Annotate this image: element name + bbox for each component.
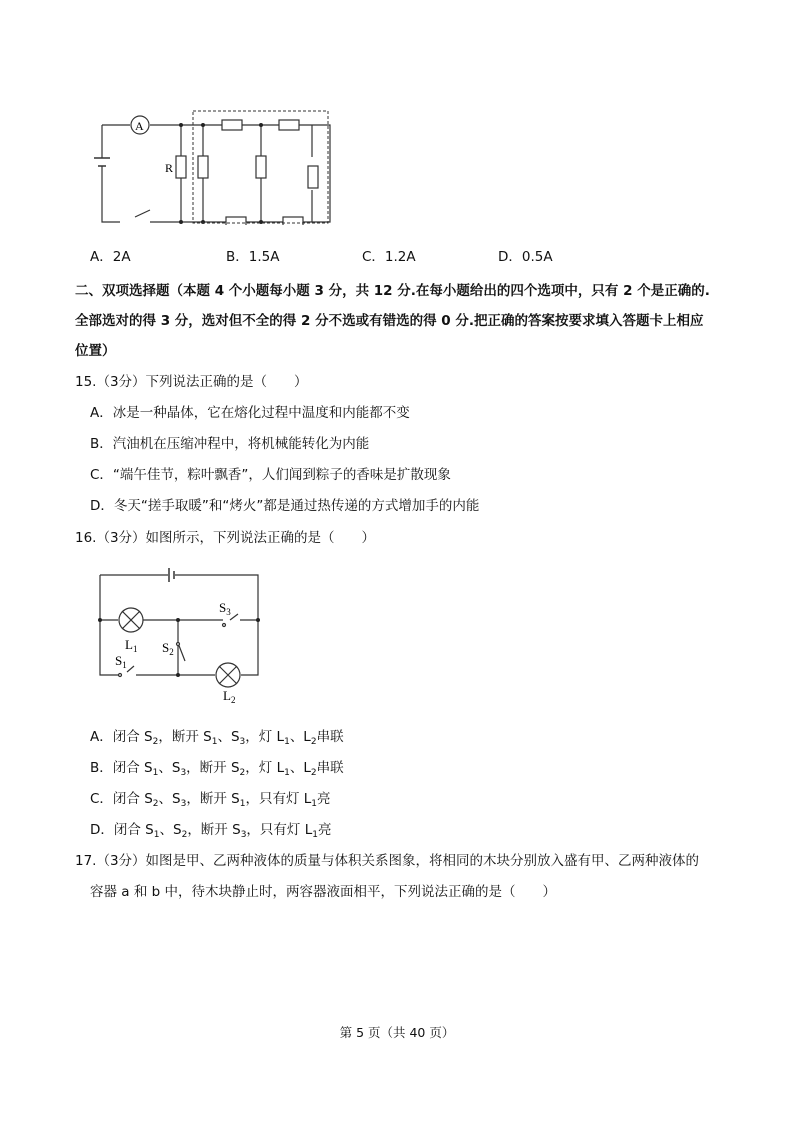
subscript: 1 bbox=[211, 737, 218, 747]
l1-label: L bbox=[125, 637, 133, 652]
option-text: 、L bbox=[289, 760, 311, 776]
option-text: 亮 bbox=[317, 791, 331, 807]
page-footer: 第 5 页（共 40 页） bbox=[339, 1025, 455, 1040]
svg-text:S3: $S_3$ bbox=[219, 600, 231, 617]
subscript: 1 bbox=[312, 830, 318, 840]
q16-option-a bbox=[90, 728, 344, 751]
option-text: 、S bbox=[158, 760, 181, 776]
option-text: 亮 bbox=[317, 822, 332, 838]
l2-label: L bbox=[223, 688, 231, 703]
subscript: 2 bbox=[310, 737, 317, 747]
q15-option-b: B．汽油机在压缩冲程中，将机械能转化为内能 bbox=[90, 436, 370, 452]
option-text: 串联 bbox=[316, 760, 344, 776]
svg-text:L2: $L_2$ bbox=[223, 688, 236, 705]
resistor-label: R bbox=[165, 161, 174, 175]
q16-option-c bbox=[90, 790, 331, 813]
subscript: 1 bbox=[284, 737, 290, 747]
option-text: ，断开 S bbox=[186, 760, 240, 776]
q15-stem: 15.（3分）下列说法正确的是（ ） bbox=[75, 374, 308, 390]
q15-option-a: A．冰是一种晶体，它在熔化过程中温度和内能都不变 bbox=[90, 405, 410, 421]
subscript: 1 bbox=[152, 768, 159, 778]
option-text: ，只有灯 L bbox=[246, 822, 313, 838]
q16-option-b bbox=[90, 759, 344, 782]
q14-option-a: A．2A bbox=[90, 249, 131, 265]
option-text: D．闭合 S bbox=[90, 822, 154, 838]
q14-option-c: C．1.2A bbox=[362, 249, 416, 265]
subscript: 1 bbox=[153, 830, 160, 840]
q17-stem-line2: 容器 a 和 b 中，待木块静止时，两容器液面相平，下列说法正确的是（ ） bbox=[90, 884, 557, 900]
option-text: C．闭合 S bbox=[90, 791, 153, 807]
section2-heading-line3: 位置） bbox=[75, 343, 116, 359]
option-text: 、S bbox=[217, 729, 240, 745]
option-text: B．闭合 S bbox=[90, 760, 153, 776]
option-text: ，断开 S bbox=[187, 822, 241, 838]
q15-option-c: C．“端午佳节，粽叶飘香”，人们闻到粽子的香味是扩散现象 bbox=[90, 467, 451, 483]
option-text: ，只有灯 L bbox=[245, 791, 312, 807]
q15-option-d: D．冬天“搓手取暖”和“烤火”都是通过热传递的方式增加手的内能 bbox=[90, 498, 480, 514]
q16-stem: 16.（3分）如图所示，下列说法正确的是（ ） bbox=[75, 530, 376, 546]
svg-text:L1: $L_1$ bbox=[125, 637, 138, 654]
subscript: 3 bbox=[240, 830, 247, 840]
subscript: 3 bbox=[239, 737, 246, 747]
svg-text:S2: $S_2$ bbox=[162, 640, 174, 657]
subscript: 2 bbox=[239, 768, 246, 778]
option-text: ，灯 L bbox=[245, 760, 285, 776]
section2-heading-line2: 全部选对的得 3 分，选对但不全的得 2 分不选或有错选的得 0 分.把正确的答案按要求填入答题卡上相应 bbox=[75, 313, 704, 329]
subscript: 2 bbox=[152, 737, 159, 747]
subscript: 2 bbox=[310, 768, 317, 778]
resistor-r bbox=[176, 156, 186, 178]
option-text: 、S bbox=[159, 822, 182, 838]
subscript: 3 bbox=[180, 768, 187, 778]
lamp-l1 bbox=[119, 608, 143, 632]
s1-label: S bbox=[115, 653, 123, 668]
q14-option-b: B．1.5A bbox=[226, 249, 280, 265]
option-text: A．闭合 S bbox=[90, 729, 153, 745]
lamp-l2 bbox=[216, 663, 240, 687]
option-text: ，灯 L bbox=[245, 729, 285, 745]
q16-option-d bbox=[90, 821, 331, 844]
option-text: ，断开 S bbox=[158, 729, 212, 745]
q16-circuit-diagram bbox=[90, 565, 270, 705]
option-text: ，断开 S bbox=[186, 791, 240, 807]
option-text: 、S bbox=[158, 791, 181, 807]
s3-label: S bbox=[219, 600, 227, 615]
subscript: 3 bbox=[180, 799, 187, 809]
subscript: 1 bbox=[239, 799, 246, 809]
q14-circuit-diagram bbox=[90, 100, 340, 225]
subscript: 2 bbox=[152, 799, 159, 809]
s2-label: S bbox=[162, 640, 170, 655]
option-text: 串联 bbox=[316, 729, 344, 745]
ammeter-label: A bbox=[135, 119, 144, 133]
option-text: 、L bbox=[289, 729, 311, 745]
q17-stem-line1: 17.（3分）如图是甲、乙两种液体的质量与体积关系图象，将相同的木块分别放入盛有甲、乙两种液体的 bbox=[75, 853, 700, 869]
svg-text:S1: $S_1$ bbox=[115, 653, 127, 670]
subscript: 1 bbox=[284, 768, 290, 778]
section2-heading-line1: 二、双项选择题（本题 4 个小题每小题 3 分，共 12 分.在每小题给出的四个选项中，只有 2 个是正确的. bbox=[75, 283, 710, 299]
q14-option-d: D．0.5A bbox=[498, 249, 553, 265]
subscript: 1 bbox=[311, 799, 317, 809]
subscript: 2 bbox=[181, 830, 188, 840]
